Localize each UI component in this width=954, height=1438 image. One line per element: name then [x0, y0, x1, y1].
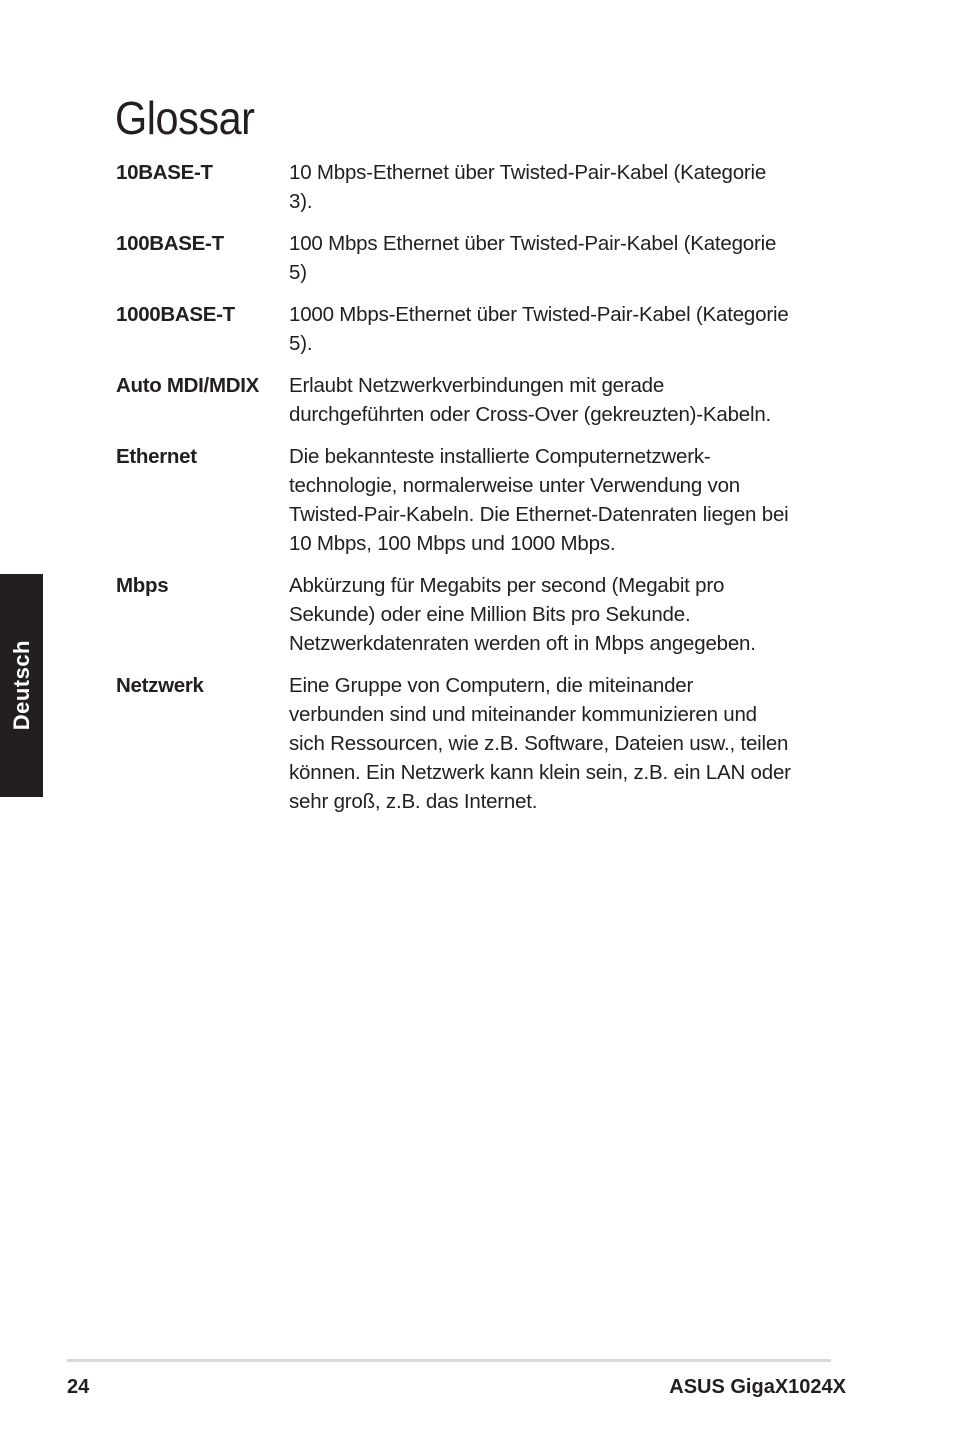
language-side-tab-label: Deutsch — [8, 640, 34, 731]
glossary-term: Ethernet — [116, 445, 197, 468]
glossary-definition: 1000 Mbps-Ethernet über Twisted-Pair-Kabel (Kategorie 5). — [289, 303, 789, 355]
glossary-entry — [116, 158, 846, 216]
glossary-entry — [116, 300, 846, 358]
glossary-entry — [116, 671, 846, 816]
glossary-definition: Eine Gruppe von Computern, die miteinander verbunden sind und miteinander kommunizieren und sich Ressourcen, wie z.B. Software, Dateien usw., teilen können. Ein Netzwerk kann klein sein, z.B. ein LAN oder sehr groß, z.B. das Internet. — [289, 674, 791, 813]
glossary-definition: 10 Mbps-Ethernet über Twisted-Pair-Kabel (Kategorie 3). — [289, 161, 767, 213]
glossary-definition: Erlaubt Netzwerkverbindungen mit gerade durchgeführten oder Cross-Over (gekreuzten)-Kabeln. — [289, 374, 772, 426]
glossary-term: 10BASE-T — [116, 161, 213, 184]
glossary-entry — [116, 571, 846, 658]
language-side-tab — [0, 574, 43, 797]
glossary-definition: Abkürzung für Megabits per second (Megabit pro Sekunde) oder eine Million Bits pro Sekunde. Netzwerkdatenraten werden oft in Mbps angegeben. — [289, 574, 756, 655]
glossary-term: 100BASE-T — [116, 232, 224, 255]
page-title: Glossar — [115, 92, 255, 144]
glossary-entry — [116, 442, 846, 558]
footer-divider — [67, 1359, 831, 1362]
footer-product-name: ASUS GigaX1024X — [669, 1376, 846, 1398]
glossary-term: Netzwerk — [116, 674, 204, 697]
glossary-definition: 100 Mbps Ethernet über Twisted-Pair-Kabel (Kategorie 5) — [289, 232, 777, 284]
glossary-term: Mbps — [116, 574, 169, 597]
page-number: 24 — [67, 1376, 90, 1398]
glossary-definition: Die bekannteste installierte Computernetzwerk- technologie, normalerweise unter Verwendung von Twisted-Pair-Kabeln. Die Ethernet-Datenraten liegen bei 10 Mbps, 100 Mbps und 1000 Mbps. — [289, 445, 789, 555]
glossary-term: 1000BASE-T — [116, 303, 235, 326]
glossary-term: Auto MDI/MDIX — [116, 374, 259, 397]
glossary-entry — [116, 229, 846, 287]
glossary-list — [116, 158, 846, 829]
glossary-entry — [116, 371, 846, 429]
